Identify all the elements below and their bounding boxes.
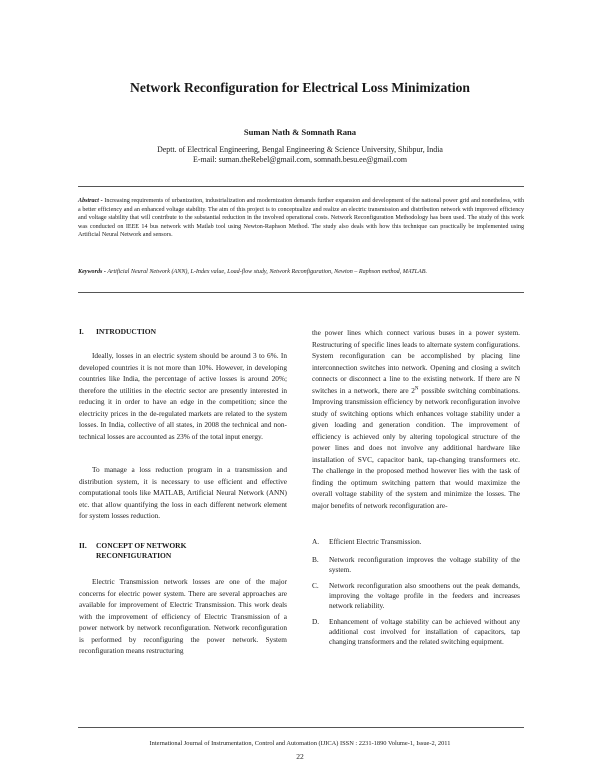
list-letter: D.: [312, 617, 320, 626]
keywords: [78, 268, 524, 277]
page-number: 22: [296, 752, 304, 761]
list-letter: A.: [312, 537, 320, 546]
affiliation: Deptt. of Electrical Engineering, Bengal Engineering & Science University, Shibpur, India: [157, 145, 443, 154]
paper-authors: Suman Nath & Somnath Rana: [243, 127, 357, 137]
keywords-label: Keywords -: [78, 269, 106, 275]
author-emails: E-mail: suman.theRebel@gmail.com, somnath.besu.ee@gmail.com: [193, 155, 407, 164]
list-letter: C.: [312, 581, 319, 590]
section-title-line-2: RECONFIGURATION: [96, 551, 172, 560]
section-heading-concept: [79, 541, 186, 561]
section-number: I.: [79, 327, 84, 336]
superscript-n: N: [414, 386, 419, 392]
intro-paragraph-1: Ideally, losses in an electric system should be around 3 to 6%. In developed countries it is not more than 10%. However, in developing countries like India, the percentage of active losses is around 20%; therefore the utilities in the electric sector are presently interested in reducing it in order to have an edge in the competition; since the electricity prices in the de-regulated markets are related to the system losses. In India, collective of all states, in 2008 the technical and non- technical losses are accounted as 23% of the total input energy.: [79, 351, 287, 441]
abstract-top-rule: [78, 186, 524, 187]
intro-paragraph-2: To manage a loss reduction program in a transmission and distribution system, it is necessary to use efficient and effective computational tools like MATLAB, Artificial Neural Network (ANN) etc. that allow quantifying the loss in each different network element for system losses reduction.: [79, 465, 287, 520]
keywords-text: Artificial Neural Network (ANN), L-Index value, Load-flow study, Network Reconfiguration, Newton – Raphson method, MATLAB.: [105, 269, 428, 275]
list-text: Network reconfiguration improves the voltage stability of the system.: [329, 555, 520, 574]
concept-paragraph-continued: [312, 327, 520, 511]
list-letter: B.: [312, 555, 319, 564]
section-title-line-1: CONCEPT OF NETWORK: [96, 541, 187, 550]
list-item: [312, 555, 520, 575]
paper-title: Network Reconfiguration for Electrical Loss Minimization: [130, 80, 470, 95]
affiliation-block: [0, 145, 600, 165]
list-text: Enhancement of voltage stability can be achieved without any additional cost involved for installation of capacitors, tap changing transformers and the related switching equipment.: [329, 617, 520, 646]
paragraph-part-2: possible switching combinations. Improving transmission efficiency by network reconfiguration involve study of switching options which enhances voltage stability under a given loading and generation condition. The improvement of efficiency is achieved only by altering topological structure of the power lines and does not involve any additional hardware like installation of SVC, capacitor bank, tap-changing transformers etc. The challenge in the proposed method however lies with the task of finding the optimum switching pattern that would maximize the overall voltage stability of the system and minimize the losses. The major benefits of network reconfiguration are-: [312, 385, 520, 510]
paragraph-part-1: the power lines which connect various buses in a power system. Restructuring of specific lines leads to alternate system configurations. System reconfiguration can be accomplished by placing line interconnection switches into network. Opening and closing a switch connects or disconnect a line to the existing network. If there are N switches in a network, there are 2: [312, 328, 520, 395]
section-heading-introduction: [79, 327, 156, 337]
abstract: [78, 197, 524, 240]
abstract-text: Increasing requirements of urbanization, industrialization and modernization demands further expansion and development of the national power grid and nonetheless, with a better efficiency and an enhanced voltage stability. The aim of this project is to conceptualize and realize an electric transmission and distribution network with improved efficiency and voltage stability that will contribute to the substantial reduction in the involved operational costs. Network Reconfiguration Methodology has been used. The study of this work was conducted on IEEE 14 bus network with Matlab tool using Newton-Raphson Method. The study also deals with how this technique can practically be implemented using Artificial Neural Network and sensors.: [78, 198, 525, 239]
section-number: II.: [79, 541, 87, 550]
list-item: [312, 617, 520, 647]
benefits-list: [312, 537, 520, 647]
abstract-bottom-rule: [78, 292, 524, 293]
list-item: [312, 537, 520, 547]
concept-paragraph-1: Electric Transmission network losses are one of the major concerns for electric power system. There are several approaches are available for improvement of Electric Transmission. This work deals with the improvement of efficiency of Electric Transmission of a power network by network reconfiguration. Network reconfiguration is performed by reconfiguring the power network. System reconfiguration means restructuring: [79, 577, 287, 655]
list-item: [312, 581, 520, 611]
section-title: INTRODUCTION: [96, 327, 157, 336]
journal-footer: International Journal of Instrumentation, Control and Automation (IJICA) ISSN : 2231-1890 Volume-1, Issue-2, 2011: [149, 740, 451, 747]
footer-rule: [78, 727, 524, 728]
list-text: Efficient Electric Transmission.: [329, 537, 422, 546]
list-text: Network reconfiguration also smoothens out the peak demands, improving the voltage profile in the feeders and increases network reliability.: [329, 581, 520, 610]
abstract-label: Abstract -: [78, 198, 103, 204]
